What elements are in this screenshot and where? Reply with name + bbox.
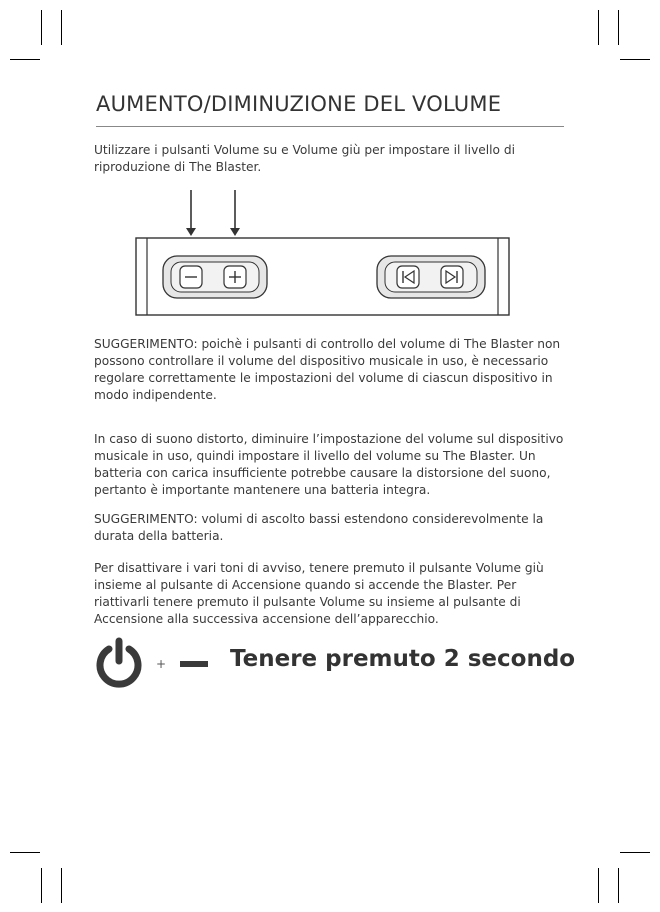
volume-arrows [186,190,240,236]
plus-icon [224,266,246,288]
crop-mark [620,852,650,853]
hold-instruction: Tenere premuto 2 secondo [230,646,576,672]
crop-mark [598,868,599,903]
intro-paragraph: Utilizzare i pulsanti Volume su e Volume giù per impostare il livello di riproduzione di The Blaster. [94,143,516,174]
power-icon [94,637,144,691]
crop-mark [41,868,42,903]
tones-paragraph: Per disattivare i vari toni di avviso, tenere premuto il pulsante Volume giù insieme al pulsante di Accensione quando si accende the Blaster. Per riattivarli tenere premuto il pulsante Volume su insieme al pulsante di Accensione alla successiva accensione dell’apparecchio. [94,561,544,626]
distortion-paragraph: In caso di suono distorto, diminuire l’impostazione del volume sul dispositivo musicale in uso, quindi impostare il livello del volume su The Blaster. Un batteria con carica insufficiente potrebbe causare la distorsione del suono, pertanto è importante mantenere una batteria integra. [94,432,564,497]
volume-buttons [163,256,267,298]
device-illustration [0,0,660,330]
skip-forward-icon [441,266,463,288]
tip-volume-independent: SUGGERIMENTO: poichè i pulsanti di controllo del volume di The Blaster non possono controllare il volume del dispositivo musicale in uso, è necessario regolare correttamente le impostazioni del volume di ciascun dispositivo in modo indipendente. [94,337,561,402]
skip-back-icon [397,266,419,288]
minus-icon [180,266,202,288]
crop-mark [10,852,40,853]
crop-mark [61,868,62,903]
crop-mark [618,868,619,903]
volume-down-symbol [180,661,208,667]
track-buttons [377,256,485,298]
page-title: AUMENTO/DIMINUZIONE DEL VOLUME [96,92,502,116]
tip-battery: SUGGERIMENTO: volumi di ascolto bassi estendono considerevolmente la durata della batteria. [94,512,544,543]
plus-sign: + [156,657,167,671]
